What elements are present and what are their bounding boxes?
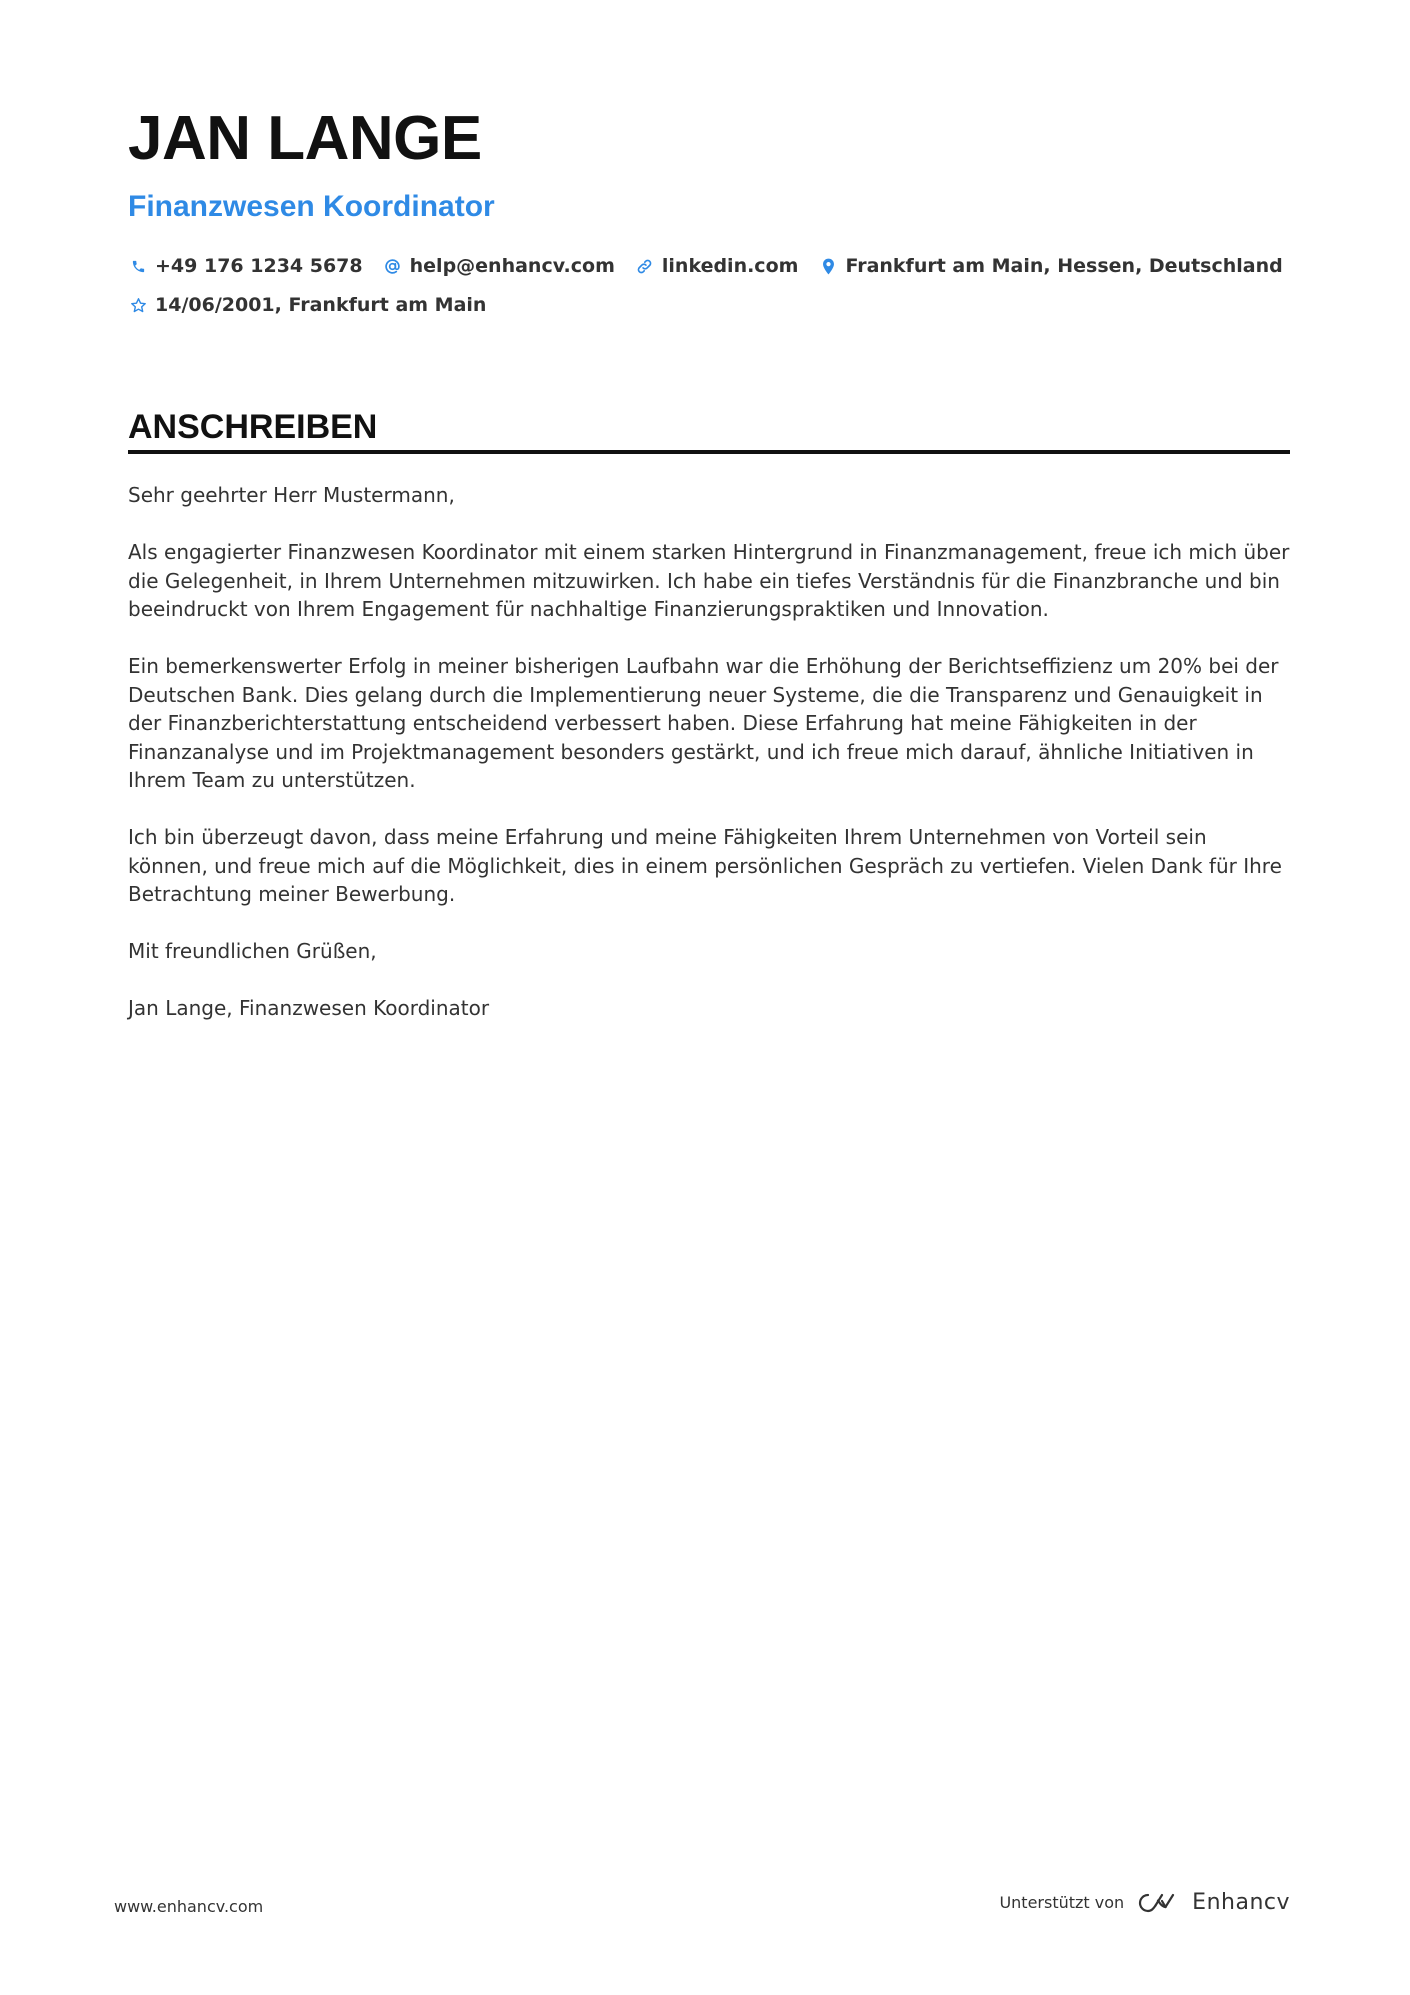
contact-phone — [128, 255, 363, 277]
brand-name: Enhancv — [1192, 1890, 1290, 1915]
enhancv-logo-icon — [1136, 1891, 1182, 1915]
letter-paragraph: Ich bin überzeugt davon, dass meine Erfahrung und meine Fähigkeiten Ihrem Unternehmen von Vorteil sein können, und freue mich auf die Möglichkeit, dies in einem persönlichen Gespräch zu vertiefen. Vielen Dank für Ihre Betrachtung meiner Bewerbung. — [128, 825, 1282, 906]
letter-paragraph: Als engagierter Finanzwesen Koordinator mit einem starken Hintergrund in Finanzmanagement, freue ich mich über die Gelegenheit, in Ihrem Unternehmen mitzuwirken. Ich habe ein tiefes Verständnis für die Finanzbranche und bin beeindruckt von Ihrem Engagement für nachhaltige Finanzierungspraktiken und Innovation. — [128, 540, 1290, 621]
link-icon — [635, 256, 655, 276]
contact-row-primary — [128, 255, 1303, 277]
phone-icon — [128, 256, 148, 276]
footer-powered-by — [999, 1890, 1290, 1915]
section-divider — [128, 450, 1290, 454]
location-pin-icon — [818, 256, 838, 276]
star-icon — [128, 295, 148, 315]
section-title: ANSCHREIBEN — [128, 408, 378, 446]
letter-body — [128, 481, 1290, 1051]
contact-location — [818, 255, 1282, 277]
contact-birth — [128, 294, 486, 316]
job-title: Finanzwesen Koordinator — [128, 190, 495, 223]
contact-row-secondary — [128, 294, 506, 316]
powered-by-label: Unterstützt von — [999, 1893, 1125, 1912]
contact-linkedin-text: linkedin.com — [661, 255, 799, 277]
letter-signature: Jan Lange, Finanzwesen Koordinator — [128, 996, 490, 1020]
contact-birth-text: 14/06/2001, Frankfurt am Main — [155, 294, 487, 316]
contact-email[interactable] — [383, 255, 615, 277]
contact-phone-text: +49 176 1234 5678 — [155, 255, 363, 277]
at-icon — [383, 256, 403, 276]
contact-location-text: Frankfurt am Main, Hessen, Deutschland — [845, 255, 1283, 277]
letter-paragraph: Ein bemerkenswerter Erfolg in meiner bisherigen Laufbahn war die Erhöhung der Berichtseffizienz um 20% bei der Deutschen Bank. Dies gelang durch die Implementierung neuer Systeme, die die Transparenz und Genauigkeit in der Finanzberichterstattung entscheidend verbessert haben. Diese Erfahrung hat meine Fähigkeiten in der Finanzanalyse und im Projektmanagement besonders gestärkt, und ich freue mich darauf, ähnliche Initiativen in Ihrem Team zu unterstützen. — [128, 654, 1279, 792]
candidate-name: JAN LANGE — [128, 104, 482, 173]
footer-website-link[interactable]: www.enhancv.com — [114, 1897, 264, 1916]
letter-salutation: Sehr geehrter Herr Mustermann, — [128, 483, 455, 507]
letter-closing: Mit freundlichen Grüßen, — [128, 939, 377, 963]
contact-linkedin[interactable] — [635, 255, 799, 277]
contact-email-text: help@enhancv.com — [409, 255, 615, 277]
